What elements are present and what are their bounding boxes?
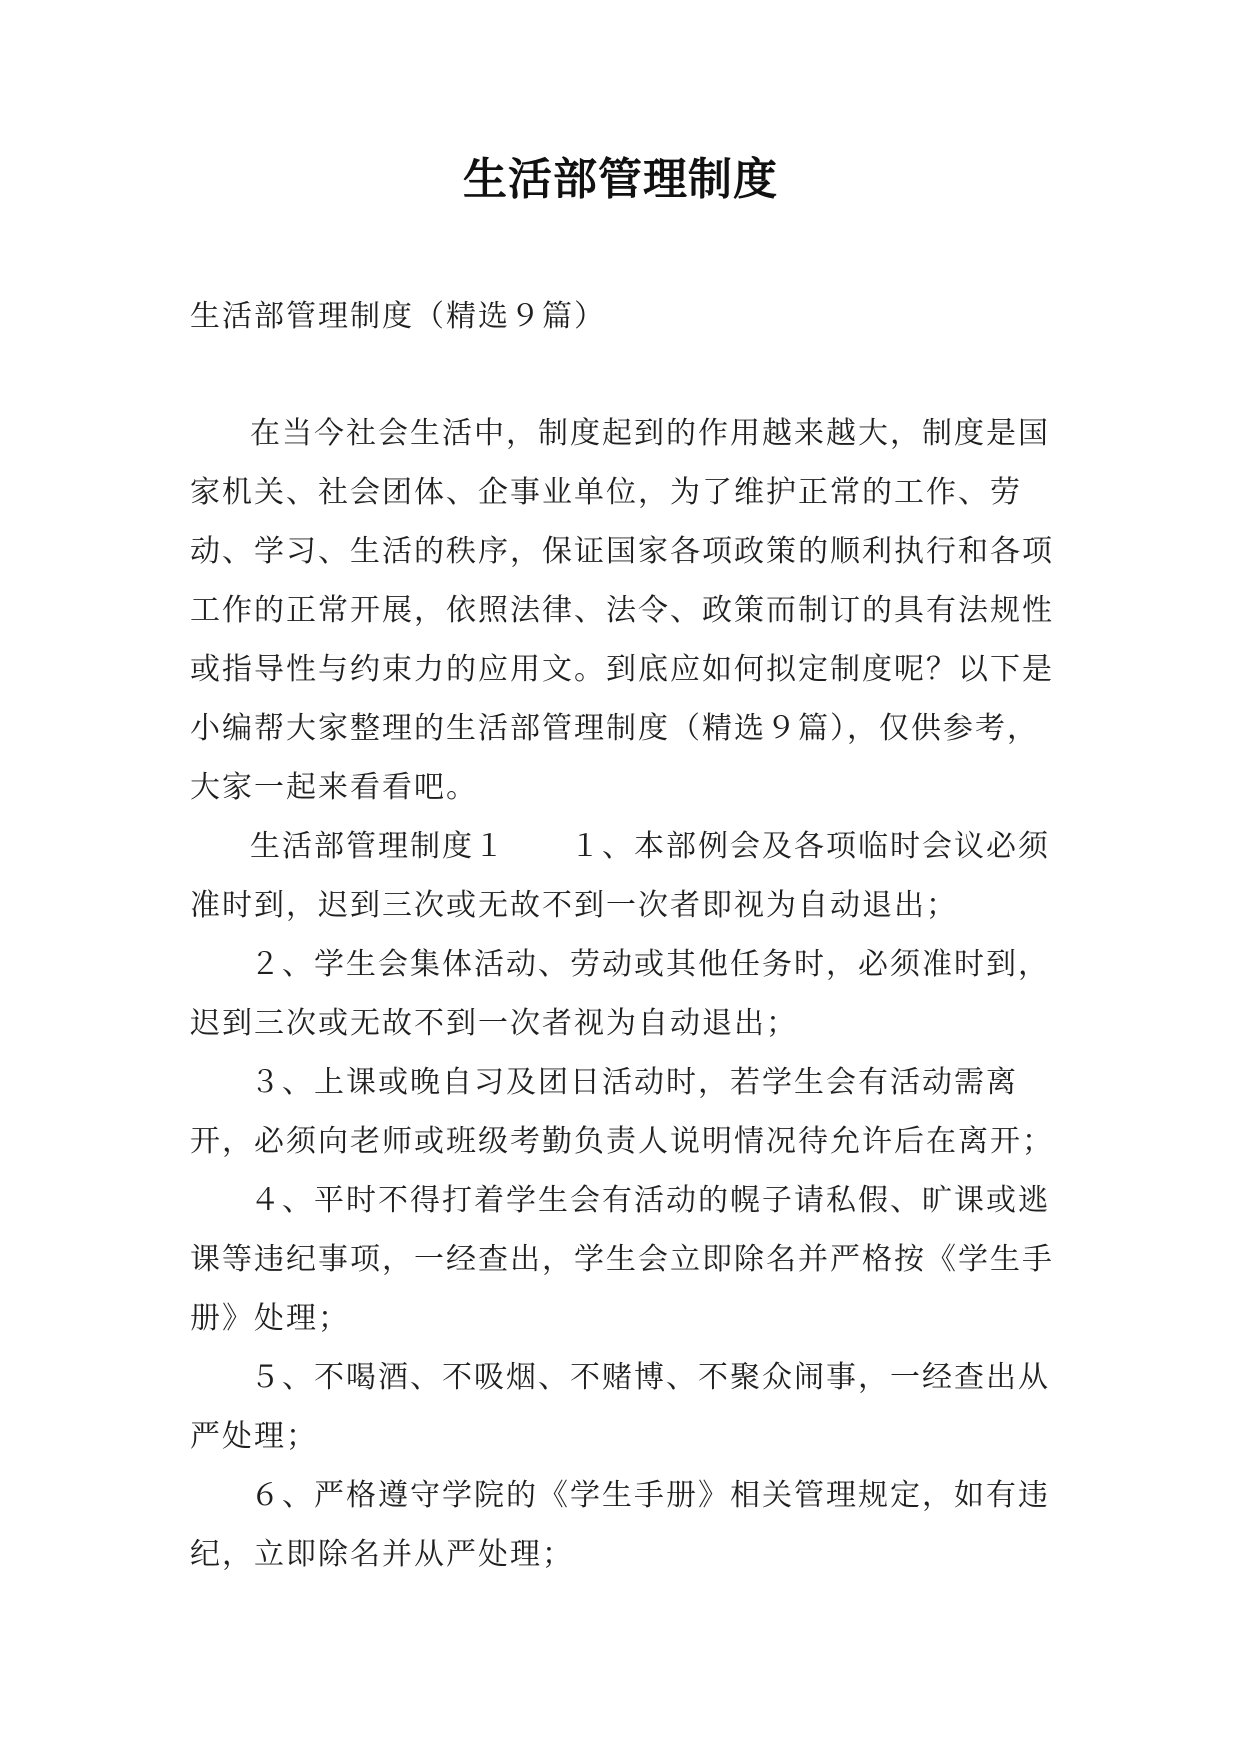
rule-paragraph-5: ５、不喝酒、不吸烟、不赌博、不聚众闹事，一经查出从严处理；	[190, 1360, 1050, 1454]
rule-paragraph-4: ４、平时不得打着学生会有活动的幌子请私假、旷课或逃课等违纪事项，一经查出，学生会立即除名并严格按《学生手册》处理；	[190, 1183, 1054, 1336]
document-subtitle: 生活部管理制度（精选９篇）	[190, 299, 606, 334]
rule-paragraph-6: ６、严格遵守学院的《学生手册》相关管理规定，如有违纪，立即除名并从严处理；	[190, 1478, 1050, 1572]
document-title: 生活部管理制度	[463, 154, 778, 205]
rule-paragraph-2: ２、学生会集体活动、劳动或其他任务时，必须准时到，迟到三次或无故不到一次者视为自动退出；	[190, 947, 1050, 1041]
rule-paragraph-3: ３、上课或晚自习及团日活动时，若学生会有活动需离开，必须向老师或班级考勤负责人说明情况待允许后在离开；	[190, 1065, 1054, 1159]
rule-paragraph-1: 生活部管理制度１ １、本部例会及各项临时会议必须准时到，迟到三次或无故不到一次者即视为自动退出；	[190, 829, 1050, 923]
document-body	[190, 404, 1060, 1584]
intro-paragraph: 在当今社会生活中，制度起到的作用越来越大，制度是国家机关、社会团体、企事业单位，为了维护正常的工作、劳动、学习、生活的秩序，保证国家各项政策的顺利执行和各项工作的正常开展，依照法律、法令、政策而制订的具有法规性或指导性与约束力的应用文。到底应如何拟定制度呢？以下是小编帮大家整理的生活部管理制度（精选９篇），仅供参考，大家一起来看看吧。	[190, 416, 1054, 805]
